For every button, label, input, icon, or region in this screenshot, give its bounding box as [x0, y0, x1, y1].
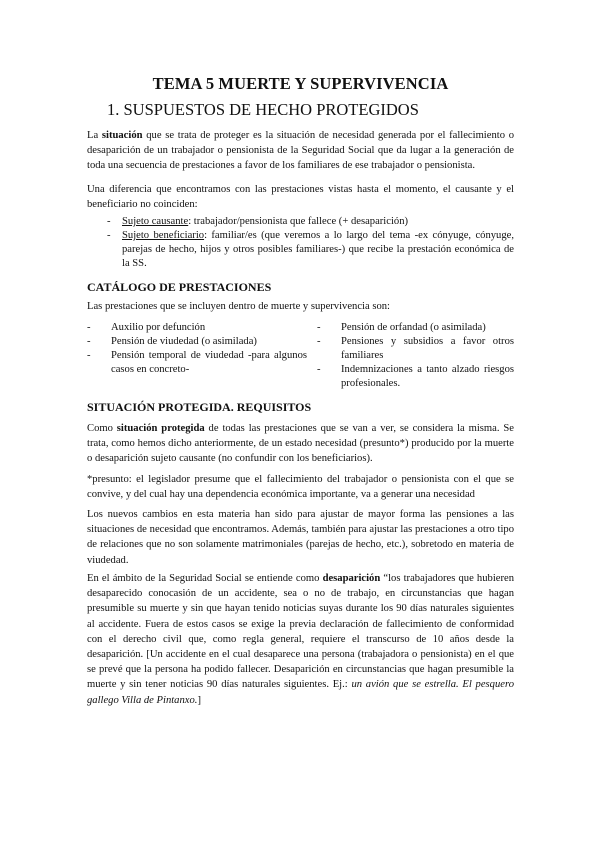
catalogo-left-column [87, 321, 307, 377]
paragraph-situacion [87, 128, 514, 174]
paragraph-nuevos-cambios: Los nuevos cambios en esta materia han sido para ajustar de mayor forma las pensiones a las situaciones de necesidad que encontramos. Además, también para ajustar las prestaciones a otro tipo de relaciones que no son solamente matrimoniales (parejas de hecho, etc.), sobretodo en materia de viudedad. [87, 509, 514, 566]
paragraph-desaparicion: En el ámbito de la Seguridad Social se entiende como desaparición “los trabajadores que hubieren desaparecido conocasión de un accidente, sea o no de trabajo, en circunstancias que hagan presumible su muerte y sin que hayan tenido noticias suyas durante los 90 días naturales siguientes al accidente. Fuera de estos casos se exige la previa declaración de fallecimiento de conformidad con el derecho civil que, como regla general, requiere el transcurso de 10 años desde la desaparición. [Un accidente en el cual desaparece una persona (trabajadora o pensionista) en el que se prevé que la persona ha podido fallecer. Desaparición en circunstancias que hagan presumible la muerte y sin tener noticias 90 días naturales siguientes. Ej.: un avión que se estrella. El pesquero gallego Villa de Pintanxo.] [87, 573, 514, 706]
list-item: - Indemnizaciones a tanto alzado riesgos profesionales. [317, 364, 514, 389]
dash-bullet: - [107, 216, 111, 227]
page-title: TEMA 5 MUERTE Y SUPERVIVENCIA [152, 74, 449, 93]
dash-bullet: - [317, 336, 321, 347]
section-heading: 1. SUSPUESTOS DE HECHO PROTEGIDOS [107, 100, 419, 119]
list-item: - Pensión de viudedad (o asimilada) [87, 336, 257, 347]
list-item: - Auxilio por defunción [87, 322, 206, 333]
list-item: - Pensiones y subsidios a favor otros familiares [317, 336, 514, 361]
heading-situacion: SITUACIÓN PROTEGIDA. REQUISITOS [87, 400, 312, 414]
catalogo-right-column [317, 321, 514, 391]
bold-term: situación [101, 130, 143, 141]
text: : trabajador/pensionista que fallece (+ desaparición) [188, 216, 409, 227]
paragraph-situacion-protegida: Como situación protegida de todas las prestaciones que se van a ver, se considera la misma. Se trata, como hemos dicho anteriormente, de un estado necesidad (presunto*) producido por la muerte o desaparición sujeto causante (no confundir con los beneficiarios). [87, 423, 514, 465]
paragraph-catalogo: Las prestaciones que se incluyen dentro de muerte y supervivencia son: [87, 301, 390, 312]
dash-bullet: - [87, 350, 91, 361]
list-item-beneficiario [122, 229, 514, 271]
text: que se trata de proteger es la situación de necesidad generada por el fallecimiento o desaparición de un trabajador o pensionista de la Seguridad Social que da lugar a la generación de toda una secuencia de prestaciones a favor de los familiares de ese trabajador o pensionista. [87, 130, 514, 172]
text: : familiar/es (que veremos a lo largo del tema -ex cónyuge, cónyuge, parejas de hecho, hijos y otros posibles familiares-) que recibe la prestación económica de la SS. [122, 230, 515, 269]
list-item: - Pensión temporal de viudedad -para algunos casos en concreto- [87, 350, 307, 375]
paragraph-presunto: *presunto: el legislador presume que el fallecimiento del trabajador o pensionista con el que se convive, y del cual hay una dependencia económica importante, va a generar una necesidad [87, 474, 514, 501]
list-item-causante [122, 215, 514, 229]
italic-example: un avión que se estrella. El pesquero gallego Villa de Pintanxo. [87, 679, 514, 706]
dash-bullet: - [107, 230, 111, 241]
dash-bullet: - [87, 322, 91, 333]
underlined-term: Sujeto causante [122, 216, 189, 227]
dash-bullet: - [317, 364, 321, 375]
list-item: - Pensión de orfandad (o asimilada) [317, 322, 486, 333]
bold-term: desaparición [322, 573, 381, 584]
heading-catalogo: CATÁLOGO DE PRESTACIONES [87, 280, 272, 294]
dash-bullet: - [87, 336, 91, 347]
text: La [87, 130, 102, 141]
underlined-term: Sujeto beneficiario [122, 230, 205, 241]
dash-bullet: - [317, 322, 321, 333]
bold-term: situación protegida [116, 423, 205, 434]
paragraph-diferencia: Una diferencia que encontramos con las prestaciones vistas hasta el momento, el causante y el beneficiario no coinciden: [87, 184, 514, 211]
